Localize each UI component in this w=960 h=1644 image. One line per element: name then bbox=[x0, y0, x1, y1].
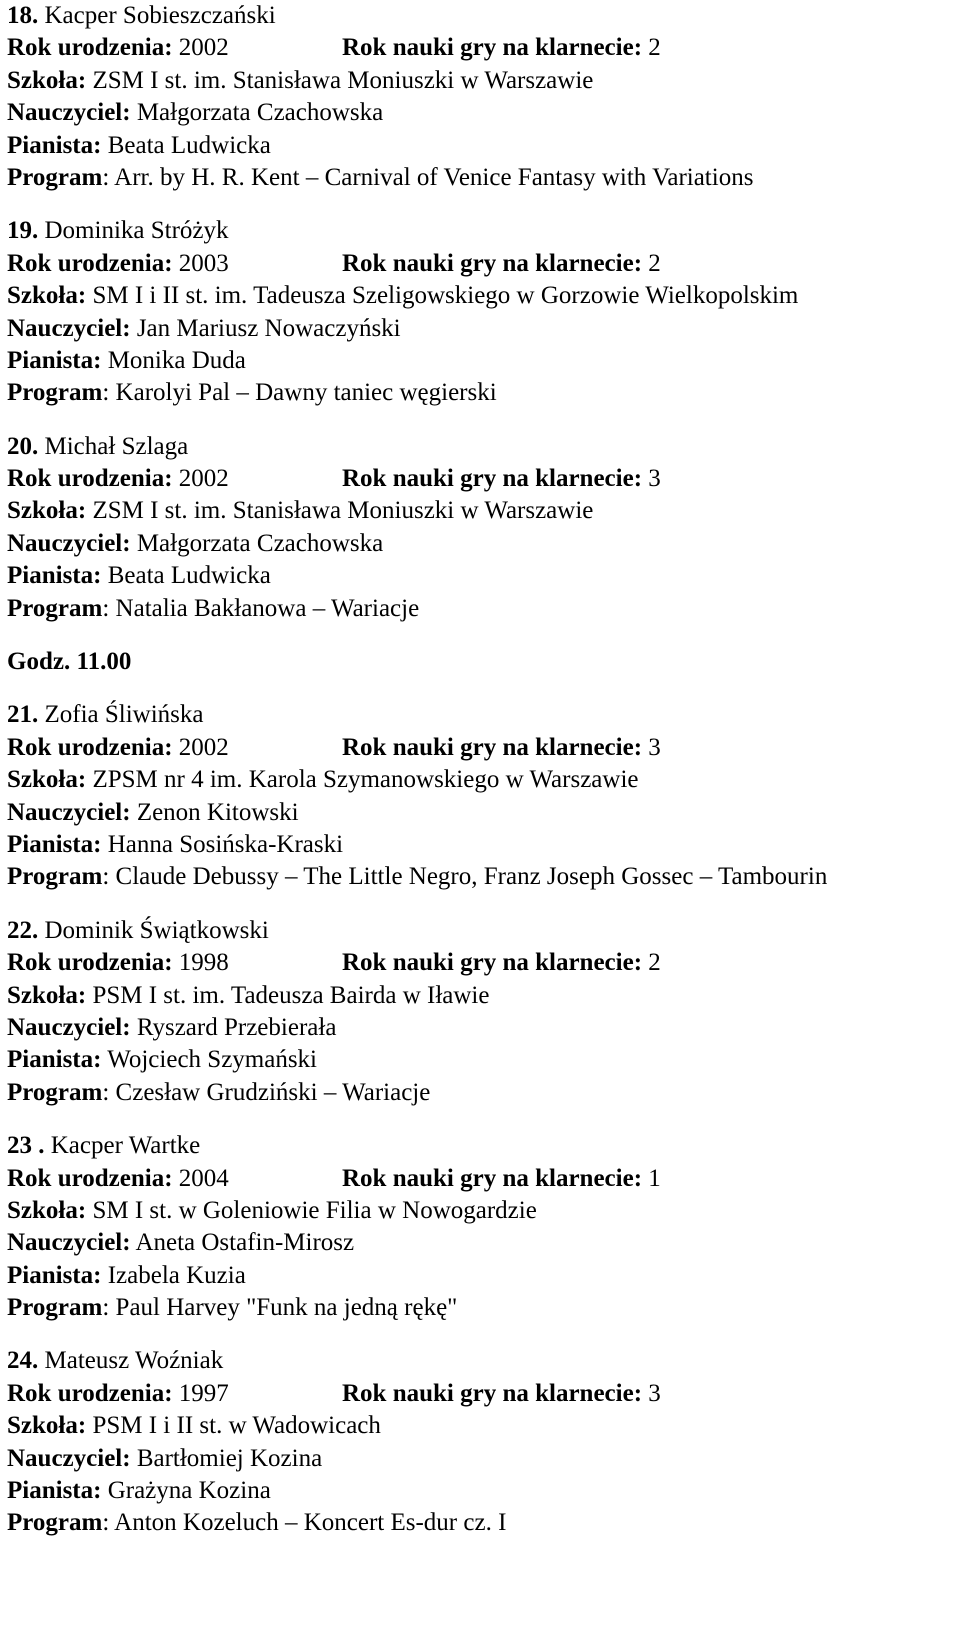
school-label: Szkoła: bbox=[7, 1412, 87, 1440]
time-heading-text: Godz. 11.00 bbox=[7, 648, 132, 676]
school-label: Szkoła: bbox=[7, 66, 87, 94]
school-label: Szkoła: bbox=[7, 1196, 87, 1224]
teacher-label: Nauczyciel: bbox=[7, 529, 131, 557]
participant-name: Dominik Świątkowski bbox=[44, 916, 269, 944]
birth-label: Rok urodzenia: bbox=[7, 1164, 173, 1192]
teacher-value: Małgorzata Czachowska bbox=[136, 99, 384, 127]
teacher-value: Zenon Kitowski bbox=[136, 798, 299, 826]
years-value: 2 bbox=[648, 34, 661, 62]
years-label: Rok nauki gry na klarnecie: bbox=[342, 249, 643, 277]
teacher-label: Nauczyciel: bbox=[7, 99, 131, 127]
time-heading bbox=[7, 646, 957, 678]
entry-number: 22. bbox=[7, 916, 39, 944]
teacher-label: Nauczyciel: bbox=[7, 1013, 131, 1041]
pianist-value: Hanna Sosińska-Kraski bbox=[107, 830, 344, 858]
entry-number: 20. bbox=[7, 432, 39, 460]
birth-year: 2002 bbox=[178, 465, 229, 493]
entry-number: 23 . bbox=[7, 1132, 45, 1160]
participant-entry: 22. Dominik Świątkowski Rok urodzenia: 1998 Rok nauki gry na klarnecie: 2 Szkoła: PSM I st. im. Tadeusza Bairda w Iławie Nauczyciel: Ryszard Przebierała Pianista: Wojciech Szymański Program: Czesław Grudziński – Wariacje bbox=[7, 916, 661, 1106]
teacher-value: Bartłomiej Kozina bbox=[136, 1444, 323, 1472]
participant-name: Dominika Stróżyk bbox=[44, 217, 229, 245]
teacher-value: Małgorzata Czachowska bbox=[136, 529, 384, 557]
participant-name: Kacper Sobieszczański bbox=[44, 2, 276, 29]
years-label: Rok nauki gry na klarnecie: bbox=[342, 1379, 643, 1407]
birth-label: Rok urodzenia: bbox=[7, 733, 173, 761]
school-value: PSM I i II st. w Wadowicach bbox=[92, 1412, 381, 1440]
teacher-label: Nauczyciel: bbox=[7, 798, 131, 826]
entry-number: 21. bbox=[7, 701, 39, 729]
teacher-value: Aneta Ostafin-Mirosz bbox=[135, 1229, 355, 1257]
school-label: Szkoła: bbox=[7, 497, 87, 525]
pianist-value: Grażyna Kozina bbox=[107, 1477, 271, 1505]
participant-entry: 21. Zofia Śliwińska Rok urodzenia: 2002 Rok nauki gry na klarnecie: 3 Szkoła: ZPSM nr 4 im. Karola Szymanowskiego w Warszawie Nauczyciel: Zenon Kitowski Pianista: Hanna Sosińska-Kraski Program: Claude Debussy – The Little Negro, Franz Joseph Gossec – Tambourin bbox=[7, 701, 828, 891]
program-value: Anton Kozeluch – Koncert Es-dur cz. I bbox=[114, 1509, 507, 1537]
program-label: Program bbox=[7, 594, 103, 622]
participant-entry: 19. Dominika Stróżyk Rok urodzenia: 2003 Rok nauki gry na klarnecie: 2 Szkoła: SM I i II st. im. Tadeusza Szeligowskiego w Gorzowie Wielkopolskim Nauczyciel: Jan Mariusz Nowaczyński Pianista: Monika Duda Program: Karolyi Pal – Dawny taniec węgierski bbox=[7, 217, 799, 407]
participant-entry: 20. Michał Szlaga Rok urodzenia: 2002 Rok nauki gry na klarnecie: 3 Szkoła: ZSM I st. im. Stanisława Moniuszki w Warszawie Nauczyciel: Małgorzata Czachowska Pianista: Beata Ludwicka Program: Natalia Bakłanowa – Wariacje bbox=[7, 432, 661, 622]
birth-year: 2003 bbox=[178, 249, 229, 277]
school-value: ZPSM nr 4 im. Karola Szymanowskiego w Warszawie bbox=[92, 766, 639, 794]
teacher-value: Ryszard Przebierała bbox=[136, 1013, 337, 1041]
program-value: Arr. by H. R. Kent – Carnival of Venice Fantasy with Variations bbox=[114, 163, 754, 191]
program-label: Program bbox=[7, 863, 103, 891]
pianist-value: Beata Ludwicka bbox=[107, 562, 271, 590]
program-label: Program bbox=[7, 1078, 103, 1106]
school-label: Szkoła: bbox=[7, 981, 87, 1009]
pianist-label: Pianista: bbox=[7, 1046, 102, 1074]
school-value: SM I i II st. im. Tadeusza Szeligowskiego w Gorzowie Wielkopolskim bbox=[92, 282, 799, 310]
program-value: Czesław Grudziński – Wariacje bbox=[115, 1078, 431, 1106]
birth-label: Rok urodzenia: bbox=[7, 465, 173, 493]
teacher-label: Nauczyciel: bbox=[7, 314, 131, 342]
program-value: Paul Harvey "Funk na jedną rękę" bbox=[115, 1294, 458, 1322]
program-value: Karolyi Pal – Dawny taniec węgierski bbox=[115, 379, 497, 407]
participant-name: Kacper Wartke bbox=[50, 1132, 201, 1160]
birth-label: Rok urodzenia: bbox=[7, 249, 173, 277]
school-value: SM I st. w Goleniowie Filia w Nowogardzie bbox=[92, 1196, 537, 1224]
birth-label: Rok urodzenia: bbox=[7, 1379, 173, 1407]
birth-year: 2002 bbox=[178, 34, 229, 62]
birth-label: Rok urodzenia: bbox=[7, 34, 173, 62]
pianist-value: Wojciech Szymański bbox=[107, 1046, 318, 1074]
birth-year: 1998 bbox=[178, 949, 229, 977]
pianist-label: Pianista: bbox=[7, 131, 102, 159]
years-label: Rok nauki gry na klarnecie: bbox=[342, 34, 643, 62]
years-value: 3 bbox=[648, 1379, 661, 1407]
entry-number: 24. bbox=[7, 1347, 39, 1375]
pianist-value: Beata Ludwicka bbox=[107, 131, 271, 159]
school-label: Szkoła: bbox=[7, 282, 87, 310]
years-value: 3 bbox=[648, 733, 661, 761]
program-label: Program bbox=[7, 379, 103, 407]
school-value: PSM I st. im. Tadeusza Bairda w Iławie bbox=[92, 981, 490, 1009]
birth-year: 2004 bbox=[178, 1164, 229, 1192]
pianist-label: Pianista: bbox=[7, 1261, 102, 1289]
program-label: Program bbox=[7, 163, 103, 191]
participant-name: Michał Szlaga bbox=[44, 432, 189, 460]
program-label: Program bbox=[7, 1509, 103, 1537]
pianist-label: Pianista: bbox=[7, 562, 102, 590]
pianist-value: Monika Duda bbox=[107, 346, 246, 374]
teacher-label: Nauczyciel: bbox=[7, 1229, 131, 1257]
entry-number: 18. bbox=[7, 2, 39, 29]
years-label: Rok nauki gry na klarnecie: bbox=[342, 465, 643, 493]
participant-entry: 23 . Kacper Wartke Rok urodzenia: 2004 Rok nauki gry na klarnecie: 1 Szkoła: SM I st. w Goleniowie Filia w Nowogardzie Nauczyciel: Aneta Ostafin-Mirosz Pianista: Izabela Kuzia Program: Paul Harvey "Funk na jedną rękę" bbox=[7, 1132, 661, 1322]
school-value: ZSM I st. im. Stanisława Moniuszki w Warszawie bbox=[92, 66, 594, 94]
teacher-label: Nauczyciel: bbox=[7, 1444, 131, 1472]
pianist-value: Izabela Kuzia bbox=[107, 1261, 246, 1289]
years-label: Rok nauki gry na klarnecie: bbox=[342, 949, 643, 977]
program-value: Natalia Bakłanowa – Wariacje bbox=[115, 594, 420, 622]
years-value: 1 bbox=[648, 1164, 661, 1192]
birth-year: 2002 bbox=[178, 733, 229, 761]
school-label: Szkoła: bbox=[7, 766, 87, 794]
birth-label: Rok urodzenia: bbox=[7, 949, 173, 977]
years-value: 2 bbox=[648, 949, 661, 977]
entry-number: 19. bbox=[7, 217, 39, 245]
pianist-label: Pianista: bbox=[7, 830, 102, 858]
years-value: 3 bbox=[648, 465, 661, 493]
participant-entry: 24. Mateusz Woźniak Rok urodzenia: 1997 Rok nauki gry na klarnecie: 3 Szkoła: PSM I i II st. w Wadowicach Nauczyciel: Bartłomiej Kozina Pianista: Grażyna Kozina Program: Anton Kozeluch – Koncert Es-dur cz. I bbox=[7, 1347, 661, 1537]
participant-name: Zofia Śliwińska bbox=[44, 701, 204, 729]
program-value: Claude Debussy – The Little Negro, Franz Joseph Gossec – Tambourin bbox=[115, 863, 828, 891]
program-label: Program bbox=[7, 1294, 103, 1322]
participant-name: Mateusz Woźniak bbox=[44, 1347, 224, 1375]
pianist-label: Pianista: bbox=[7, 1477, 102, 1505]
participant-entry: 18. Kacper Sobieszczański Rok urodzenia: 2002 Rok nauki gry na klarnecie: 2 Szkoła: ZSM I st. im. Stanisława Moniuszki w Warszawie Nauczyciel: Małgorzata Czachowska Pianista: Beata Ludwicka Program: Arr. by H. R. Kent – Carnival of Venice Fantasy with Variations bbox=[7, 2, 754, 191]
school-value: ZSM I st. im. Stanisława Moniuszki w Warszawie bbox=[92, 497, 594, 525]
years-label: Rok nauki gry na klarnecie: bbox=[342, 733, 643, 761]
pianist-label: Pianista: bbox=[7, 346, 102, 374]
document-page bbox=[7, 0, 957, 1561]
birth-year: 1997 bbox=[178, 1379, 229, 1407]
teacher-value: Jan Mariusz Nowaczyński bbox=[136, 314, 401, 342]
years-label: Rok nauki gry na klarnecie: bbox=[342, 1164, 643, 1192]
years-value: 2 bbox=[648, 249, 661, 277]
